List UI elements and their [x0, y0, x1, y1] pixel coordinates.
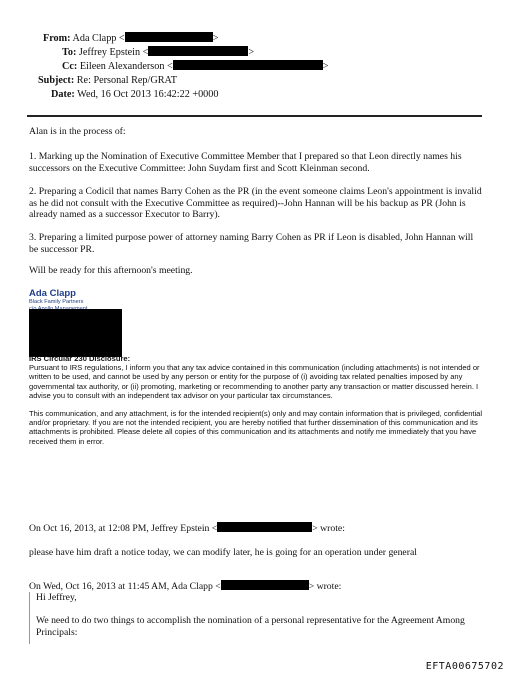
- close-bracket: >: [322, 61, 329, 72]
- reply-2-greeting: Hi Jeffrey,: [36, 592, 77, 603]
- reply-1-header-text: On Oct 16, 2013, at 12:08 PM, Jeffrey Epstein <: [29, 523, 218, 534]
- reply-1-header: [29, 522, 484, 535]
- disclaimer: [29, 354, 487, 446]
- close-bracket: >: [248, 47, 255, 58]
- redaction-box: [125, 32, 213, 42]
- subject-value: Re: Personal Rep/GRAT: [76, 75, 177, 86]
- redaction-box: [221, 580, 309, 590]
- body-intro: Alan is in the process of:: [29, 126, 126, 137]
- reply-2-text: We need to do two things to accomplish the nomination of a personal representative for the Agreement Among Principals:: [36, 615, 465, 638]
- body-closing: Will be ready for this afternoon's meeting.: [29, 265, 193, 276]
- reply-1-text: please have him draft a notice today, we can modify later, he is going for an operation under general: [29, 547, 417, 558]
- reply-2-wrote: > wrote:: [308, 581, 342, 592]
- signature-redaction: [29, 309, 122, 357]
- body-item-2: 2. Preparing a Codicil that names Barry Cohen as the PR (in the event someone claims Leon's appointment is invalid as he did not consult with the Executive Committee as required)--John Hannan will be his backup as PR (John is already named as a successor Executor to Barry).: [29, 186, 482, 221]
- subject-label: Subject:: [38, 75, 75, 86]
- date-value: Wed, 16 Oct 2013 16:42:22 +0000: [77, 89, 219, 100]
- date-line: [51, 88, 218, 101]
- from-line: [43, 32, 218, 45]
- subject-line: [38, 74, 177, 87]
- cc-label: Cc:: [62, 61, 78, 72]
- redaction-box: [217, 522, 312, 532]
- reply-1-wrote: > wrote:: [312, 523, 345, 534]
- close-bracket: >: [212, 33, 219, 44]
- cc-value: Eileen Alexanderson <: [79, 61, 173, 72]
- date-label: Date:: [51, 89, 75, 100]
- to-line: [62, 46, 254, 59]
- signature-line-1: Black Family Partners: [29, 299, 84, 305]
- reply-2-header-text: On Wed, Oct 16, 2013 at 11:45 AM, Ada Clapp <: [29, 581, 221, 592]
- bates-number: EFTA00675702: [425, 661, 504, 672]
- cc-line: [62, 60, 328, 73]
- redaction-box: [148, 46, 248, 56]
- quote-bar: [29, 592, 30, 644]
- redaction-box: [173, 60, 323, 70]
- disclaimer-text-1: Pursuant to IRS regulations, I inform you that any tax advice contained in this communication (including attachments) is not intended or written to be used, and cannot be used by any person or entity for the purpose of (i) avoiding tax related penalties imposed by any governmental tax authority, or (ii) promoting, marketing or recommending to another party any transaction or matter discussed herein. I advise you to consult with an independent tax advisor on your particular tax circumstances.: [29, 363, 480, 400]
- from-label: From:: [43, 33, 71, 44]
- disclaimer-text-2: This communication, and any attachment, is for the intended recipient(s) only and may contain information that is privileged, confidential and/or proprietary. If you are not the intended recipient, you are hereby notified that further dissemination of this communication and its attachments is prohibited. Please delete all copies of this communication and its attachments and notify me immediately that you have received them in error.: [29, 409, 483, 446]
- disclaimer-heading: IRS Circular 230 Disclosure:: [29, 354, 131, 363]
- reply-2-header: [29, 580, 484, 593]
- signature-name: Ada Clapp: [29, 288, 76, 299]
- body-item-1: 1. Marking up the Nomination of Executive Committee Member that I prepared so that Leon directly names his successors on the Executive Committee: John Suydam first and Scott Kleinman second.: [29, 151, 462, 174]
- body-item-3: 3. Preparing a limited purpose power of attorney naming Barry Cohen as PR if Leon is disabled, John Hannan will be successor PR.: [29, 232, 474, 255]
- to-value: Jeffrey Epstein <: [78, 47, 149, 58]
- to-label: To:: [62, 47, 77, 58]
- header-divider: [27, 115, 482, 117]
- from-value: Ada Clapp <: [72, 33, 125, 44]
